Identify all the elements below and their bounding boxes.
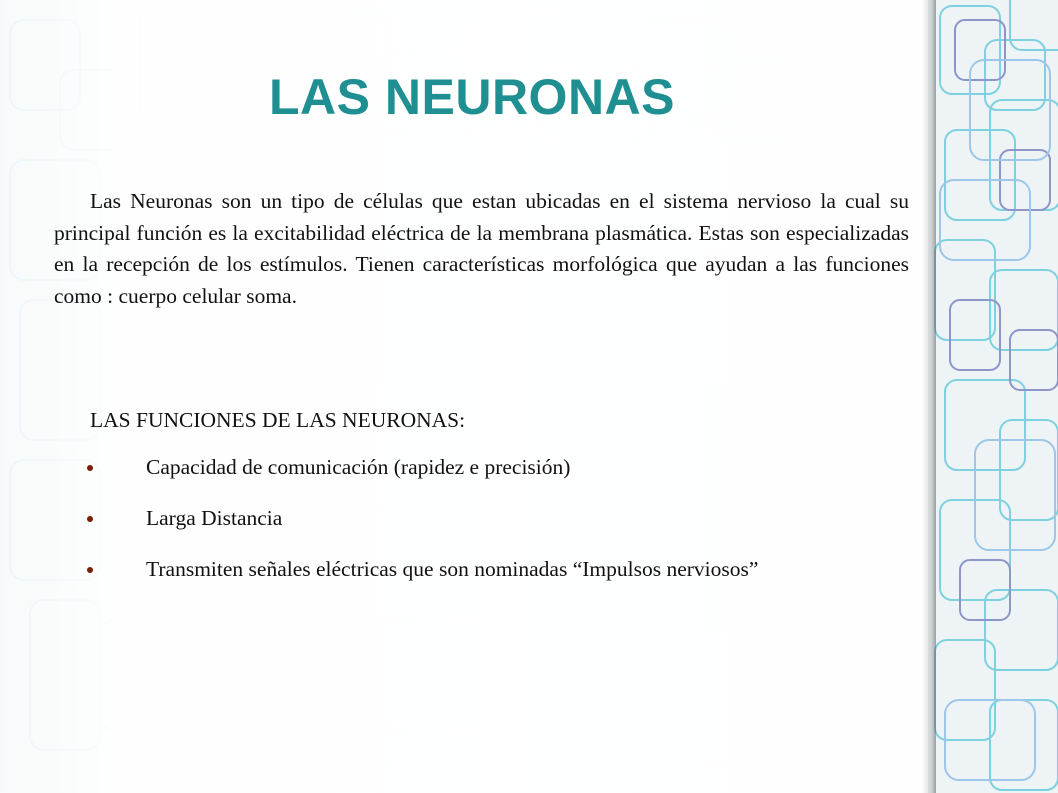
list-item	[86, 506, 926, 557]
list-item-text: Transmiten señales eléctricas que son nominadas “Impulsos nerviosos”	[146, 557, 759, 581]
bullet-dot-icon	[87, 567, 93, 573]
slide-title: LAS NEURONAS	[268, 69, 676, 125]
list-item-text: Larga Distancia	[146, 506, 283, 530]
functions-heading: LAS FUNCIONES DE LAS NEURONAS:	[90, 408, 466, 432]
intro-paragraph: Las Neuronas son un tipo de células que estan ubicadas en el sistema nervioso la cual su principal función es la excitabilidad eléctrica de la membrana plasmática. Estas son especializadas en la recepción de los estímulos. Tienen características morfológica que ayudan a las funciones como : cuerpo celular soma.	[54, 189, 909, 308]
functions-list	[86, 455, 926, 608]
bullet-dot-icon	[87, 465, 93, 471]
list-item	[86, 557, 926, 608]
list-item-text: Capacidad de comunicación (rapidez e precisión)	[146, 455, 571, 479]
bullet-dot-icon	[87, 516, 93, 522]
list-item	[86, 455, 926, 506]
